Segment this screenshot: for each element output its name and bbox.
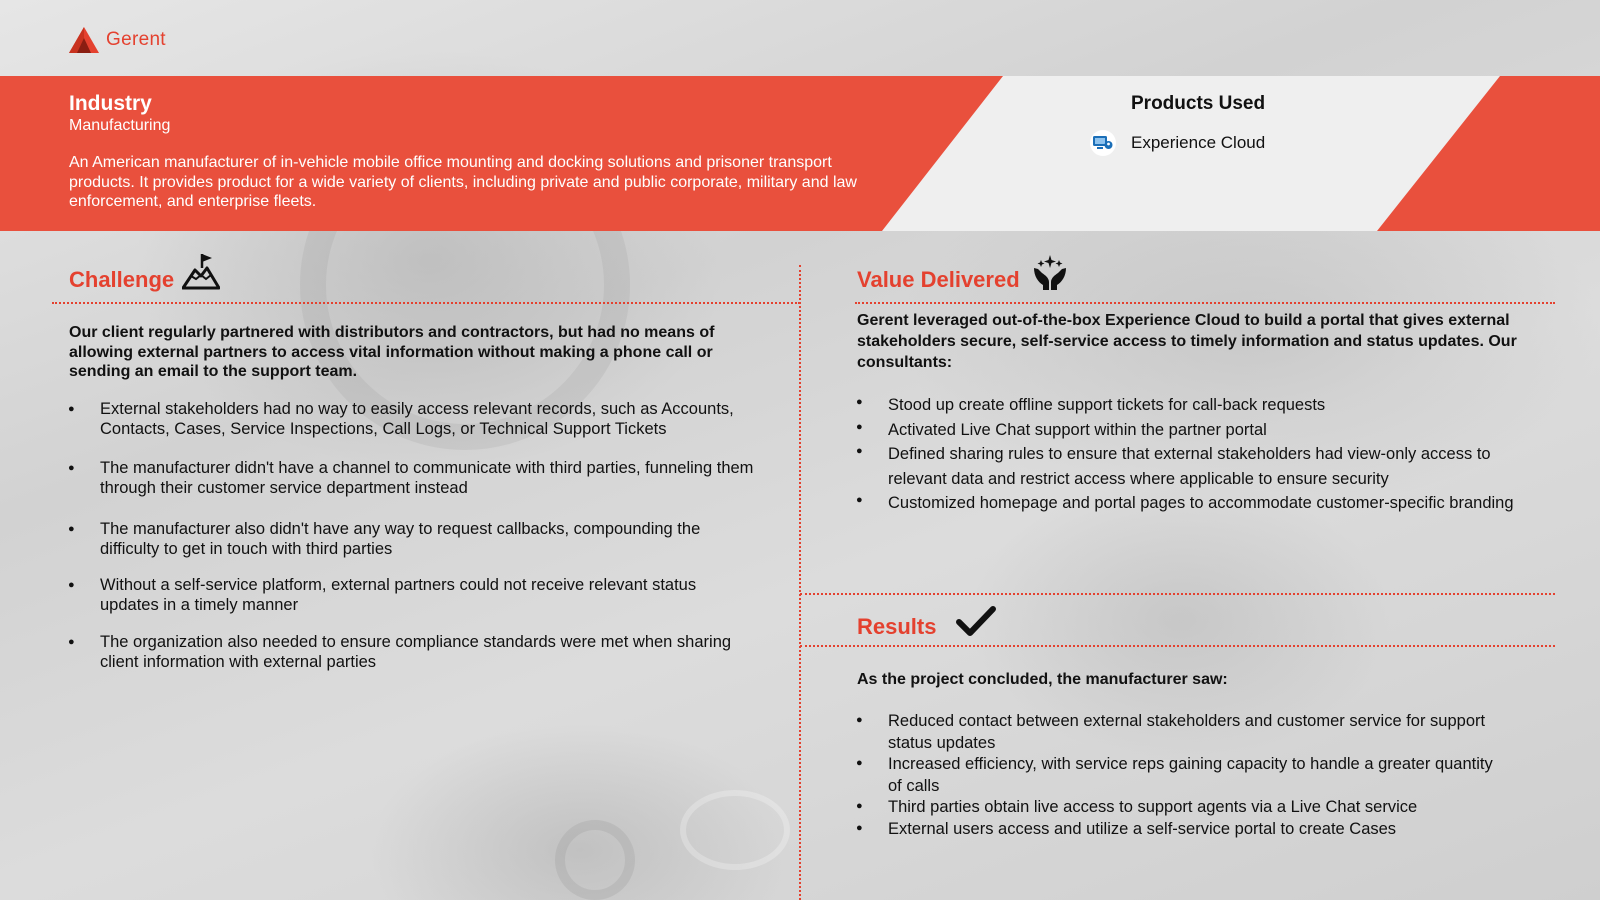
list-item: ● Defined sharing rules to ensure that external stakeholders had view-only access to relevant data and restrict access where applicable to ensure security [856,442,1526,491]
challenge-list [68,400,758,692]
results-title: Results [857,614,937,639]
challenge-title: Challenge [69,267,175,292]
mountain-flag-icon [182,252,220,290]
list-item: ● Third parties obtain live access to support agents via a Live Chat service [856,797,1496,819]
products-used-block [1090,92,1265,156]
challenge-divider [52,302,800,304]
product-name: Experience Cloud [1131,133,1266,152]
brand-logo [68,26,166,54]
industry-block [69,92,869,212]
brand-name: Gerent [106,29,166,50]
results-lead: As the project concluded, the manufacturer saw: [857,671,1228,688]
list-item: ● Increased efficiency, with service reps gaining capacity to handle a greater quantity of calls [856,754,1496,797]
results-top-divider [800,593,1555,595]
industry-description: An American manufacturer of in-vehicle mobile office mounting and docking solutions and prisoner transport products. It provides product for a wide variety of clients, including private and public corporate, military and law enforcement, and enterprise fleets. [69,154,857,210]
background-control-knob [555,820,635,900]
column-divider [799,265,801,900]
list-item: ● Stood up create offline support tickets for call-back requests [856,393,1526,418]
value-title: Value Delivered [857,267,1020,292]
list-item: ● The manufacturer also didn't have any way to request callbacks, compounding the difficulty to get in touch with third parties [68,520,758,559]
checkmark-icon [956,605,996,639]
list-item: ● The manufacturer didn't have a channel to communicate with third parties, funneling them through their customer service department instead [68,459,758,498]
list-item: ● External stakeholders had no way to easily access relevant records, such as Accounts, Contacts, Cases, Service Inspections, Call Logs, or Technical Support Tickets [68,400,758,439]
products-title: Products Used [1131,93,1266,114]
product-item [1090,130,1265,156]
value-lead: Gerent leveraged out-of-the-box Experience Cloud to build a portal that gives external stakeholders secure, self-service access to timely information and status updates. Our consultants: [857,312,1517,371]
challenge-lead: Our client regularly partnered with distributors and contractors, but had no means of allowing external partners to access vital information without making a phone call or sending an email to the support team. [69,324,715,380]
background-cupholder [680,790,790,870]
hands-sparkle-icon [1031,252,1069,292]
list-item: ● Reduced contact between external stakeholders and customer service for support status updates [856,711,1496,754]
list-item: ● The organization also needed to ensure compliance standards were met when sharing client information with external parties [68,633,758,672]
industry-title: Industry [69,92,152,115]
list-item: ● Activated Live Chat support within the partner portal [856,418,1526,443]
list-item: ● External users access and utilize a self-service portal to create Cases [856,819,1496,841]
industry-subtitle: Manufacturing [69,117,171,134]
list-item: ● Without a self-service platform, external partners could not receive relevant status updates in a timely manner [68,576,758,615]
value-list [856,393,1526,516]
list-item: ● Customized homepage and portal pages to accommodate customer-specific branding [856,491,1526,516]
results-list [856,711,1496,840]
results-divider [800,645,1555,647]
gerent-logo-icon [68,26,100,54]
value-divider [855,302,1555,304]
experience-cloud-icon [1090,130,1116,156]
